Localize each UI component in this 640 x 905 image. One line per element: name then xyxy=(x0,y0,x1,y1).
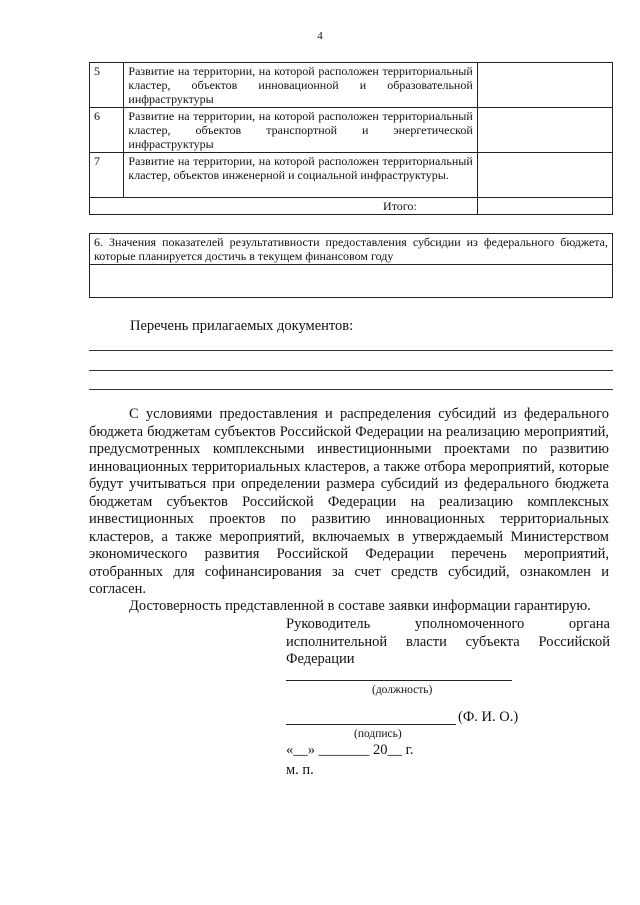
table-row xyxy=(90,63,613,108)
row-number: 5 xyxy=(90,63,124,108)
row-description: Развитие на территории, на которой расположен территориальный кластер, объектов транспортной и энергетической инфраструктуры xyxy=(124,108,477,153)
indicators-value-cell xyxy=(90,265,613,298)
total-value-cell xyxy=(477,198,612,215)
signature-line xyxy=(286,724,456,725)
documents-blank-line xyxy=(89,389,613,390)
table-row xyxy=(90,153,613,198)
signatory-title: Руководитель уполномоченного органа исполнительной власти субъекта Российской Федерации xyxy=(286,616,610,667)
page-number: 4 xyxy=(317,30,323,42)
position-caption: (должность) xyxy=(372,684,433,696)
table-row xyxy=(90,108,613,153)
conditions-paragraph: С условиями предоставления и распределения субсидий из федерального бюджета бюджетам субъектов Российской Федерации на реализацию мероприятий, предусмотренных комплексными инвестиционными проектами по развитию инновационных территориальных кластеров, а также отбора мероприятий, которые будут учитываться при определении размера субсидий из федерального бюджета бюджетам субъектов Российской Федерации на реализацию комплексных инвестиционных проектов по развитию инновационных территориальных кластеров, а также мероприятий, включаемых в утверждаемый Министерством экономического развития Российской Федерации перечень мероприятий, отобранных для софинансирования за счет средств субсидий, ознакомлен и согласен. xyxy=(89,406,609,597)
row-value-cell xyxy=(477,108,612,153)
name-placeholder: (Ф. И. О.) xyxy=(458,709,519,725)
total-label: Итого: xyxy=(90,198,478,215)
row-value-cell xyxy=(477,153,612,198)
date-line: «__» _______ 20__ г. xyxy=(286,742,414,758)
row-description: Развитие на территории, на которой расположен территориальный кластер, объектов инженерной и социальной инфраструктуры. xyxy=(124,153,477,198)
documents-heading: Перечень прилагаемых документов: xyxy=(130,318,354,334)
stamp-label: м. п. xyxy=(286,762,314,778)
documents-blank-line xyxy=(89,370,613,371)
row-number: 6 xyxy=(90,108,124,153)
total-row xyxy=(90,198,613,215)
indicators-table xyxy=(89,233,613,298)
guarantee-paragraph: Достоверность представленной в составе заявки информации гарантирую. xyxy=(129,598,591,614)
position-line xyxy=(286,680,512,681)
row-value-cell xyxy=(477,63,612,108)
indicators-label: 6. Значения показателей результативности предоставления субсидии из федерального бюджета, которые планируется достичь в текущем финансовом году xyxy=(90,234,613,265)
signature-caption: (подпись) xyxy=(354,728,402,740)
row-number: 7 xyxy=(90,153,124,198)
indicators-header-row xyxy=(90,234,613,265)
indicators-value-row xyxy=(90,265,613,298)
documents-blank-line xyxy=(89,350,613,351)
items-table xyxy=(89,62,613,215)
row-description: Развитие на территории, на которой расположен территориальный кластер, объектов инновационной и образовательной инфраструктуры xyxy=(124,63,477,108)
